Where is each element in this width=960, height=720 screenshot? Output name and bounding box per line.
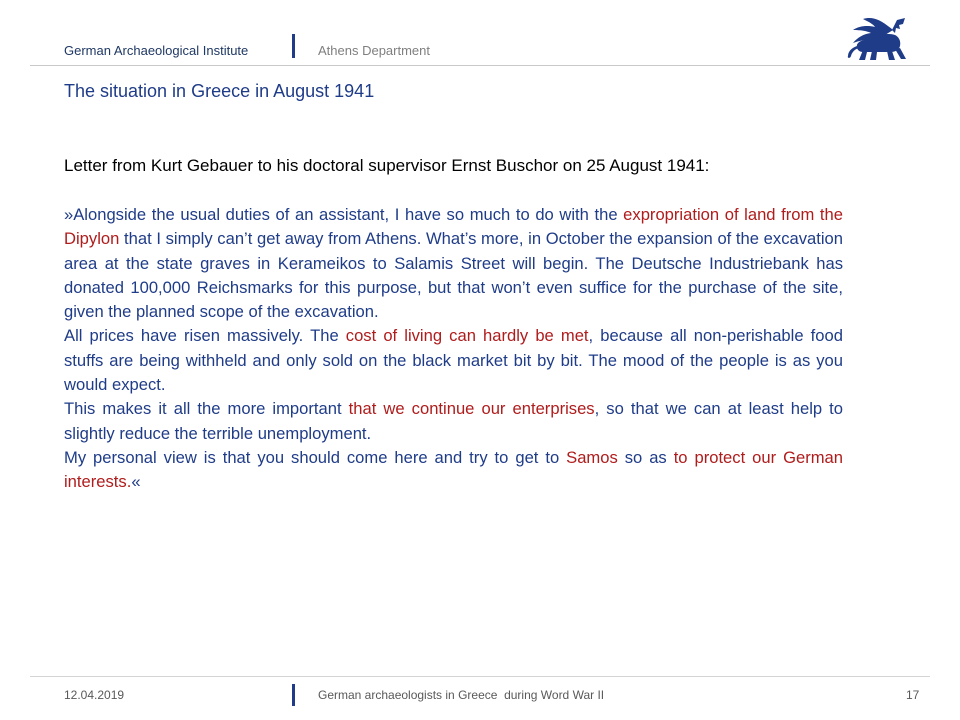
quote-highlight: expropriation of land from the Dipylon — [64, 205, 843, 249]
slide-title: The situation in Greece in August 1941 — [64, 81, 375, 101]
footer-rule — [30, 676, 930, 677]
quote-text: , because all non-perishable food stuffs are being withheld and only sold on the black market bit by bit. The mood of the people is as you would expect. — [64, 326, 843, 395]
quote-highlight: cost of living can hardly be met — [345, 326, 589, 346]
header-department: Athens Department — [318, 43, 431, 58]
quote-paragraph — [64, 324, 843, 397]
quote-text: »Alongside the usual duties of an assistant, I have so much to do with the — [64, 205, 624, 224]
page-number: 17 — [906, 688, 920, 702]
quote-text: « — [131, 472, 141, 492]
header-institute: German Archaeological Institute — [64, 43, 249, 58]
quote-paragraph — [64, 203, 843, 324]
quote-highlight: Samos — [566, 447, 618, 467]
footer-divider — [292, 684, 295, 706]
quote-text: My personal view is that you should come here and try to get to — [64, 447, 567, 467]
griffin-logo-icon — [845, 16, 907, 62]
quote-paragraph — [64, 446, 843, 495]
header-divider — [292, 34, 295, 58]
footer-date: 12.04.2019 — [64, 688, 125, 702]
quote-highlight: to protect our German interests. — [64, 447, 844, 492]
footer-title: German archaeologists in Greece during Word War II — [318, 688, 605, 702]
quote-text: , so that we can at least help to slightly reduce the terrible unemployment. — [64, 399, 844, 443]
quote-text: All prices have risen massively. The — [64, 326, 346, 346]
quote-highlight: that we continue our enterprises — [348, 399, 595, 419]
quote-text: so as — [617, 447, 674, 467]
header-rule — [30, 65, 930, 66]
quote-text: that I simply can’t get away from Athens. What’s more, in October the expansion of the excavation area at the state graves in Kerameikos to Salamis Street will begin. The Deutsche Industriebank has donated 100,000 Reichsmarks for this purpose, but that won’t even suffice for the purchase of the site, given the planned scope of the excavation. — [64, 229, 843, 322]
quote-paragraph — [64, 397, 843, 446]
letter-intro: Letter from Kurt Gebauer to his doctoral supervisor Ernst Buschor on 25 August 1941: — [64, 156, 710, 175]
quote-text: This makes it all the more important — [64, 399, 349, 419]
letter-quote — [64, 203, 843, 495]
